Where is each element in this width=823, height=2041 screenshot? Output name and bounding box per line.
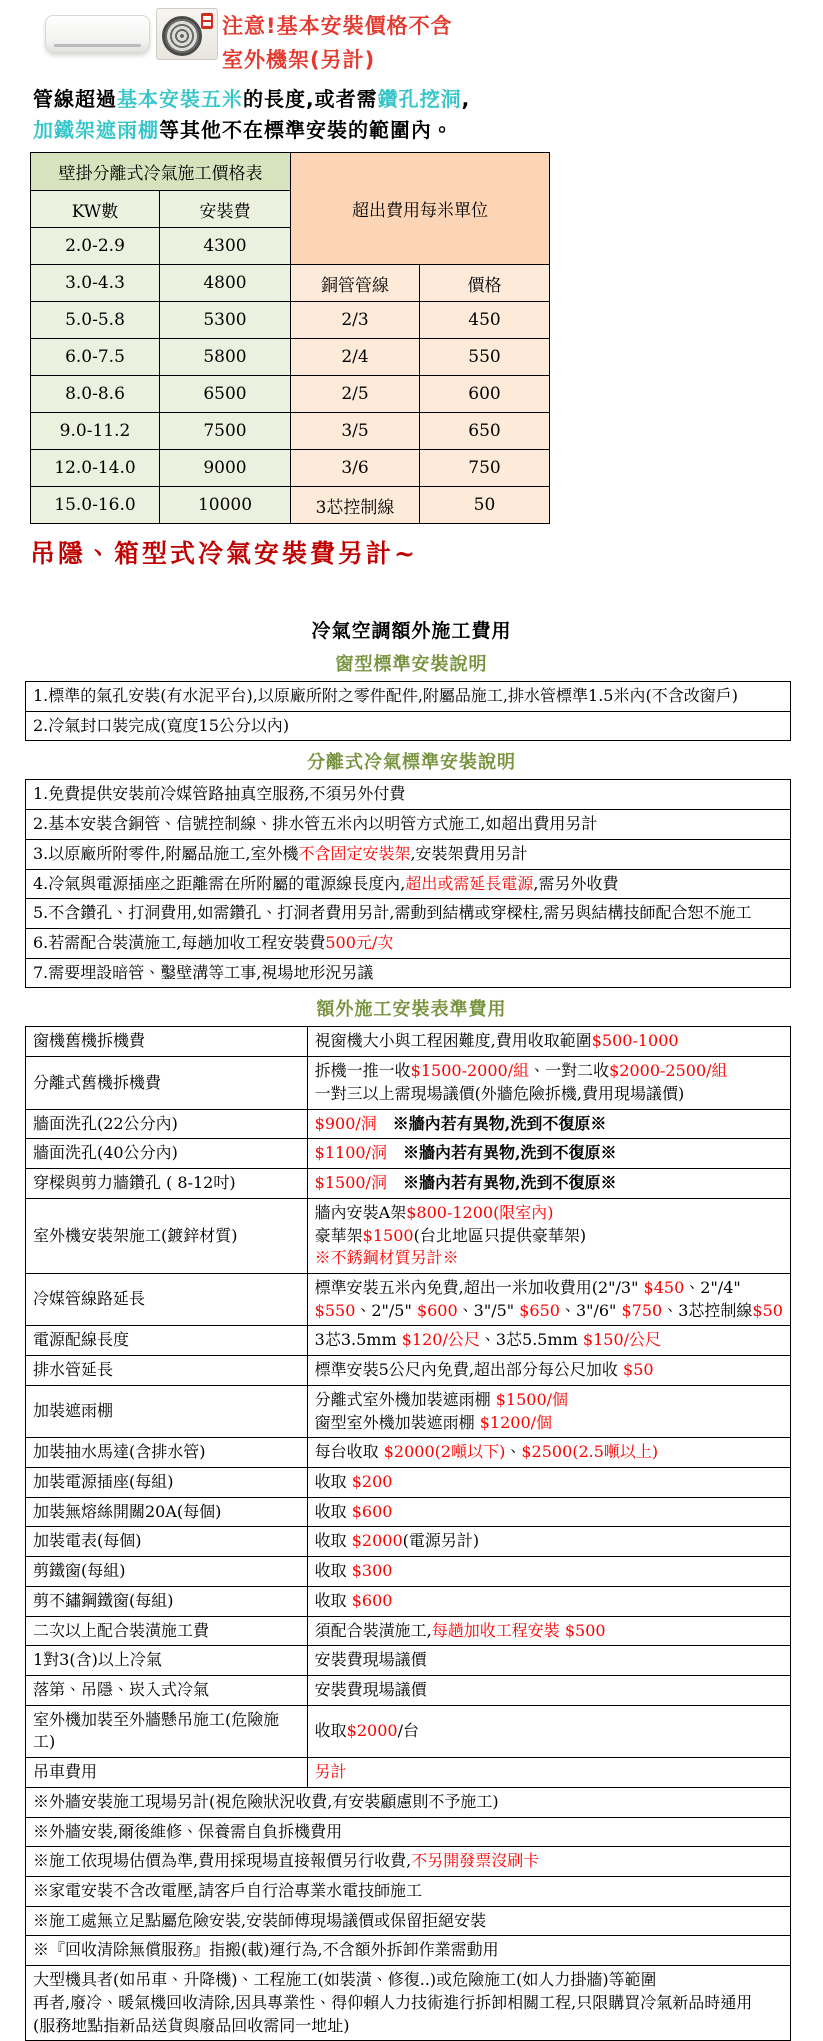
fee-note-row [26, 1877, 791, 1907]
fee-note-cell [26, 1966, 791, 2041]
fee-value-cell [307, 1139, 790, 1169]
highlighted-text: 另計 [314, 1762, 347, 1782]
table-row [26, 929, 791, 959]
fee-row [26, 1758, 791, 1788]
text-line [33, 1791, 783, 1814]
fee-row [26, 1438, 791, 1468]
highlighted-text: $550 [314, 1300, 356, 1320]
kw-cell: 3.0-4.3 [31, 265, 160, 302]
fee-label-cell: 剪不鏽鋼鐵窗(每組) [26, 1586, 308, 1616]
price-cell: 600 [420, 376, 550, 413]
fee-label-cell: 排水管延長 [26, 1356, 308, 1386]
text-segment: 拆機一推一收 [314, 1061, 411, 1081]
text-segment: ,需另外收費 [533, 873, 619, 893]
text-segment: 管線超過 [33, 87, 117, 111]
indoor-unit-vent [54, 44, 141, 47]
price-cell: 650 [420, 413, 550, 450]
text-line [33, 873, 783, 896]
header [0, 0, 823, 80]
text-line [33, 715, 783, 738]
fee-label-cell: 吊車費用 [26, 1758, 308, 1788]
text-line [33, 783, 783, 806]
text-line [315, 1202, 783, 1225]
fee-label-cell: 加裝電源插座(每組) [26, 1467, 308, 1497]
highlighted-text: 超出或需延長電源 [405, 873, 534, 893]
fee-cell: 5300 [160, 302, 291, 339]
text-segment: ※家電安裝不含改電壓,請客戶自行洽專業水電技師施工 [33, 1881, 423, 1901]
fee-row [26, 1139, 791, 1169]
text-line [315, 1030, 783, 1053]
fee-row [26, 1027, 791, 1057]
highlighted-text: $120/公尺 [401, 1330, 480, 1350]
pipe-cell: 3芯控制線 [291, 487, 420, 524]
highlighted-text: $450 [643, 1277, 685, 1297]
note-cell [26, 899, 791, 929]
price-row [31, 450, 550, 487]
kw-cell: 6.0-7.5 [31, 339, 160, 376]
text-line [315, 1649, 783, 1672]
text-line [33, 932, 783, 955]
text-segment: (台北地區只提供豪華架) [413, 1225, 587, 1245]
fee-cell: 4800 [160, 265, 291, 302]
highlighted-text: 不另開發票沒刷卡 [411, 1851, 540, 1871]
fee-value-cell [307, 1705, 790, 1757]
table-row [26, 958, 791, 988]
price-table [30, 152, 550, 524]
text-segment: 、3芯5.5mm [479, 1330, 583, 1350]
notice-line2: 室外機架(另計) [222, 47, 376, 72]
excess-header-cell: 超出費用每米單位 [291, 153, 550, 265]
fee-label-cell: 冷媒管線路延長 [26, 1273, 308, 1325]
text-line [315, 1560, 783, 1583]
fee-note-row [26, 1936, 791, 1966]
table-row [26, 869, 791, 899]
fee-label-cell: 牆面洗孔(40公分內) [26, 1139, 308, 1169]
highlighted-text: $300 [351, 1561, 393, 1581]
text-segment: 豪華架 [314, 1225, 363, 1245]
note-cell [26, 958, 791, 988]
highlighted-text: 500元/次 [325, 933, 394, 953]
highlighted-text: $2500(2.5噸以上) [521, 1442, 659, 1462]
text-line [33, 813, 783, 836]
price-cell: 價格 [420, 265, 550, 302]
fee-note-row [26, 1787, 791, 1817]
highlighted-text: $1500 [362, 1225, 414, 1245]
text-segment: 3芯3.5mm [314, 1330, 402, 1350]
highlighted-text: $600 [416, 1300, 458, 1320]
pipe-cell: 3/5 [291, 413, 420, 450]
text-segment: 、3"/6" [559, 1300, 622, 1320]
text-segment: 、3芯控制線 [662, 1300, 753, 1320]
fee-value-cell [307, 1527, 790, 1557]
text-segment: (服務地點指新品送貨與廢品回收需同一地址) [33, 2015, 350, 2035]
fee-note-row [26, 1906, 791, 1936]
text-segment: (電源另計) [402, 1531, 480, 1551]
fee-note-cell [26, 1877, 791, 1907]
separate-fee-note: 吊隱、箱型式冷氣安裝費另計~ [30, 539, 418, 568]
highlighted-text: 加鐵架遮雨棚 [33, 118, 159, 142]
text-segment: 收取 [314, 1590, 352, 1610]
text-line [315, 1277, 783, 1322]
text-segment: 大型機具者(如吊車、升降機)、工程施工(如裝潢、修復..)或危險施工(如人力掛牆)等範圍 [33, 1970, 657, 1990]
window-install-table [25, 681, 791, 741]
price-row [31, 265, 550, 302]
text-line [33, 2015, 783, 2038]
fee-label-cell: 電源配線長度 [26, 1326, 308, 1356]
fee-value-cell [307, 1169, 790, 1199]
text-segment: 6.若需配合裝潢施工,每趟加收工程安裝費 [33, 933, 326, 953]
fee-label-cell: 1對3(含)以上冷氣 [26, 1646, 308, 1676]
text-segment: 1.標準的氣孔安裝(有水泥平台),以原廠所附之零件配件,附屬品施工,排水管標準1.5米內(不含改窗戶) [33, 686, 738, 705]
fee-value-cell [307, 1467, 790, 1497]
text-line [33, 1880, 783, 1903]
fee-value-cell [307, 1438, 790, 1468]
text-segment: 分離式室外機加裝遮雨棚 [314, 1389, 496, 1409]
text-segment: 2.冷氣封口裝完成(寬度15公分以內) [33, 715, 290, 735]
text-segment: 4.冷氣與電源插座之距離需在所附屬的電源線長度內, [33, 873, 406, 893]
fee-value-cell [307, 1758, 790, 1788]
text-segment: 5.不含鑽孔、打洞費用,如需鑽孔、打洞者費用另計,需動到結構或穿樑柱,需另與結構技師配合恕不施工 [33, 903, 752, 923]
kw-cell: 9.0-11.2 [31, 413, 160, 450]
fee-label-cell: 落第、吊隱、崁入式冷氣 [26, 1676, 308, 1706]
highlighted-text: 基本安裝五米 [117, 87, 243, 111]
fee-label-cell: 牆面洗孔(22公分內) [26, 1109, 308, 1139]
text-line [33, 843, 783, 866]
fee-note-cell [26, 1847, 791, 1877]
fee-value-cell [307, 1109, 790, 1139]
price-cell: 750 [420, 450, 550, 487]
text-segment: ※外牆安裝施工現場另計(視危險狀況收費,有安裝顧慮則不予施工) [33, 1791, 499, 1811]
fee-value-cell [307, 1356, 790, 1386]
text-segment: 的長度,或者需 [243, 87, 378, 111]
text-segment: 、2"/5" [355, 1300, 417, 1320]
text-segment: 收取 [314, 1471, 352, 1491]
fee-value-cell [307, 1676, 790, 1706]
text-segment: ※施工處無立足點屬危險安裝,安裝師傅現場議價或保留拒絕安裝 [33, 1910, 487, 1930]
price-row [31, 376, 550, 413]
intro-paragraph [33, 84, 823, 146]
fee-cell: 7500 [160, 413, 291, 450]
fee-row [26, 1169, 791, 1199]
fee-label-cell: 加裝無熔絲開關20A(每個) [26, 1497, 308, 1527]
text-line [315, 1247, 783, 1270]
highlighted-text: 鑽孔挖洞 [377, 87, 462, 111]
text-line [315, 1389, 783, 1412]
note-cell [26, 711, 791, 741]
fee-value-cell [307, 1497, 790, 1527]
fee-cell: 9000 [160, 450, 291, 487]
text-segment: 7.需要埋設暗管、鑿壁溝等工事,視場地形況另議 [33, 962, 374, 982]
fee-label-cell: 二次以上配合裝潢施工費 [26, 1616, 308, 1646]
fee-row [26, 1616, 791, 1646]
text-line [33, 1992, 783, 2015]
fee-column-header: 安裝費 [160, 191, 291, 228]
fee-row [26, 1385, 791, 1437]
fee-label-cell: 穿樑與剪力牆鑽孔 ( 8-12吋) [26, 1169, 308, 1199]
price-row [31, 302, 550, 339]
text-segment: , [461, 87, 471, 111]
text-segment: 、3"/5" [457, 1300, 520, 1320]
text-line [33, 115, 823, 146]
text-segment: 安裝費現場議價 [314, 1680, 427, 1699]
fee-label-cell: 窗機舊機拆機費 [26, 1027, 308, 1057]
text-line [315, 1172, 783, 1195]
highlighted-text: $2000-2500/組 [609, 1061, 728, 1081]
price-row [31, 487, 550, 524]
text-line [315, 1720, 783, 1743]
price-row [31, 339, 550, 376]
fee-row [26, 1676, 791, 1706]
highlighted-text: $1100/洞 [314, 1143, 387, 1163]
brand-badge-icon [201, 13, 213, 29]
text-segment: /台 [397, 1721, 419, 1741]
fee-row [26, 1356, 791, 1386]
intro-line1 [33, 84, 823, 115]
text-segment: ,安裝架費用另計 [410, 843, 528, 863]
text-line [315, 1412, 783, 1435]
kw-cell: 15.0-16.0 [31, 487, 160, 524]
fee-row [26, 1198, 791, 1273]
text-segment: 視窗機大小與工程困難度,費用收取範圍 [314, 1031, 592, 1051]
fee-cell: 4300 [160, 228, 291, 265]
text-line [315, 1679, 783, 1702]
note-cell [26, 780, 791, 810]
indoor-unit-image [45, 15, 150, 53]
text-segment: 標準安裝五米內免費,超出一米加收費用(2"/3" [314, 1277, 644, 1297]
outdoor-unit-image [156, 8, 218, 60]
text-line [315, 1142, 783, 1165]
fee-label-cell: 加裝遮雨棚 [26, 1385, 308, 1437]
fee-row [26, 1527, 791, 1557]
fee-value-cell [307, 1616, 790, 1646]
text-line [33, 84, 823, 115]
table-row [26, 899, 791, 929]
text-line [315, 1359, 783, 1382]
text-segment: 、 [505, 1442, 522, 1462]
text-segment: ※『回收清除無償服務』指搬(載)運行為,不含額外拆卸作業需動用 [33, 1940, 499, 1960]
text-line [315, 1620, 783, 1643]
text-line [315, 1761, 783, 1784]
text-segment: 、2"/4" [684, 1277, 741, 1297]
note-cell [26, 929, 791, 959]
text-line [315, 1329, 783, 1352]
pipe-cell: 2/5 [291, 376, 420, 413]
text-segment: 2.基本安裝含銅管、信號控制線、排水管五米內以明管方式施工,如超出費用另計 [33, 814, 598, 834]
extra-fees-table [25, 1026, 791, 2041]
text-line [315, 1113, 783, 1136]
kw-cell: 5.0-5.8 [31, 302, 160, 339]
intro-line2 [33, 115, 823, 146]
pipe-cell: 2/3 [291, 302, 420, 339]
text-line [315, 1471, 783, 1494]
highlighted-text: ※不銹鋼材質另計※ [314, 1248, 459, 1268]
price-cell: 550 [420, 339, 550, 376]
fee-note-cell [26, 1906, 791, 1936]
price-row [31, 413, 550, 450]
price-cell: 450 [420, 302, 550, 339]
fee-row [26, 1586, 791, 1616]
kw-column-header: KW數 [31, 191, 160, 228]
fee-row [26, 1497, 791, 1527]
text-line [315, 1060, 783, 1083]
table-row [26, 682, 791, 712]
text-line [315, 1590, 783, 1613]
text-segment: 每台收取 [314, 1442, 384, 1462]
fee-value-cell [307, 1557, 790, 1587]
pipe-cell: 3/6 [291, 450, 420, 487]
fee-row [26, 1326, 791, 1356]
text-segment: 收取 [314, 1721, 347, 1741]
text-segment: ※施工依現場估價為準,費用採現場直接報價另行收費, [33, 1851, 412, 1871]
fee-note-row [26, 1847, 791, 1877]
highlighted-text: 不含固定安裝架 [298, 843, 411, 863]
kw-cell: 2.0-2.9 [31, 228, 160, 265]
text-line [315, 1225, 783, 1248]
note-cell [26, 839, 791, 869]
highlighted-text: $2000 [351, 1531, 403, 1551]
note-cell [26, 682, 791, 712]
highlighted-text: $200 [351, 1471, 393, 1491]
text-line [33, 1821, 783, 1844]
fee-row [26, 1057, 791, 1109]
text-segment: ※牆內若有異物,洗到不復原※ [386, 1173, 617, 1193]
highlighted-text: $900/洞 [314, 1113, 377, 1133]
text-line [33, 1939, 783, 1962]
fee-label-cell: 加裝抽水馬達(含排水管) [26, 1438, 308, 1468]
fee-value-cell [307, 1326, 790, 1356]
fee-row [26, 1109, 791, 1139]
highlighted-text: $2000(2噸以下) [383, 1442, 506, 1462]
text-segment: 安裝費現場議價 [314, 1650, 427, 1670]
highlighted-text: $750 [621, 1300, 663, 1320]
highlighted-text: $800-1200(限室內) [406, 1202, 554, 1222]
text-segment: 牆內安裝A架 [314, 1202, 407, 1222]
text-segment: 收取 [314, 1561, 352, 1581]
fee-note-row [26, 1966, 791, 2041]
text-segment: 收取 [314, 1501, 352, 1521]
table-row [26, 839, 791, 869]
fee-label-cell: 分離式舊機拆機費 [26, 1057, 308, 1109]
extra-fees-heading: 額外施工安裝表準費用 [316, 999, 507, 1021]
split-install-table [25, 779, 791, 988]
highlighted-text: $150/公尺 [582, 1330, 662, 1350]
text-line [33, 902, 783, 925]
price-cell: 50 [420, 487, 550, 524]
text-line [315, 1441, 783, 1464]
note-cell [26, 869, 791, 899]
fee-cell: 6500 [160, 376, 291, 413]
table-row [26, 711, 791, 741]
highlighted-text: $50 [623, 1360, 654, 1380]
outdoor-unit-fan-icon [162, 16, 202, 56]
table-row [26, 810, 791, 840]
text-segment: 須配合裝潢施工, [314, 1620, 432, 1640]
notice-line1: 注意!基本安裝價格不含 [222, 14, 453, 38]
text-line [315, 1501, 783, 1524]
text-segment: 等其他不在標準安裝的範圍內。 [159, 118, 453, 142]
text-line [33, 1910, 783, 1933]
fee-label-cell: 加裝電表(每個) [26, 1527, 308, 1557]
text-line [33, 1969, 783, 1992]
text-segment: ※外牆安裝,爾後維修、保養需自負拆機費用 [33, 1821, 343, 1841]
highlighted-text: $1500/個 [495, 1389, 569, 1409]
fee-note-cell [26, 1787, 791, 1817]
section-title: 冷氣空調額外施工費用 [311, 620, 512, 642]
fee-label-cell: 剪鐵窗(每組) [26, 1557, 308, 1587]
highlighted-text: $1200/個 [479, 1412, 553, 1432]
fee-label-cell: 室外機安裝架施工(鍍鋅材質) [26, 1198, 308, 1273]
fee-row [26, 1273, 791, 1325]
text-segment: 標準安裝5公尺內免費,超出部分每公尺加收 [314, 1360, 624, 1380]
kw-cell: 8.0-8.6 [31, 376, 160, 413]
pipe-cell: 2/4 [291, 339, 420, 376]
text-segment: 、一對二收 [529, 1061, 610, 1081]
text-segment: 收取 [314, 1531, 352, 1551]
fee-row [26, 1705, 791, 1757]
fee-note-cell [26, 1817, 791, 1847]
highlighted-text: $1500/洞 [314, 1173, 387, 1193]
fee-value-cell [307, 1027, 790, 1057]
price-table-title: 壁掛分離式冷氣施工價格表 [31, 153, 291, 191]
highlighted-text: $500-1000 [591, 1031, 679, 1051]
price-title-row [31, 153, 550, 191]
fee-value-cell [307, 1273, 790, 1325]
fee-note-cell [26, 1936, 791, 1966]
highlighted-text: 每趟加收工程安裝 $500 [431, 1620, 606, 1640]
fee-value-cell [307, 1057, 790, 1109]
text-segment: 窗型室外機加裝遮雨棚 [314, 1412, 480, 1432]
fee-value-cell [307, 1586, 790, 1616]
fee-row [26, 1646, 791, 1676]
highlighted-text: $600 [351, 1501, 393, 1521]
highlighted-text: $1500-2000/組 [410, 1061, 530, 1081]
text-segment: ※牆內若有異物,洗到不復原※ [376, 1113, 607, 1133]
text-segment: 3.以原廠所附零件,附屬品施工,室外機 [33, 843, 299, 863]
fee-cell: 5800 [160, 339, 291, 376]
highlighted-text: $600 [351, 1590, 393, 1610]
text-line [33, 962, 783, 985]
pipe-cell: 銅管管線 [291, 265, 420, 302]
text-segment: ※牆內若有異物,洗到不復原※ [386, 1143, 617, 1163]
fee-label-cell: 室外機加裝至外牆懸吊施工(危險施工) [26, 1705, 308, 1757]
fee-note-row [26, 1817, 791, 1847]
highlighted-text: $2000 [346, 1721, 398, 1741]
fee-value-cell [307, 1646, 790, 1676]
notice-text [222, 10, 453, 77]
text-segment: 一對三以上需現場議價(外牆危險拆機,費用現場議價) [314, 1083, 685, 1103]
text-line [33, 1850, 783, 1873]
note-cell [26, 810, 791, 840]
text-segment: 1.免費提供安裝前冷媒管路抽真空服務,不須另外付費 [33, 784, 406, 804]
kw-cell: 12.0-14.0 [31, 450, 160, 487]
fee-row [26, 1557, 791, 1587]
fee-row [26, 1467, 791, 1497]
fee-value-cell [307, 1198, 790, 1273]
text-line [33, 685, 783, 708]
highlighted-text: $50 [752, 1300, 783, 1320]
text-line [315, 1530, 783, 1553]
fee-value-cell [307, 1385, 790, 1437]
window-install-heading: 窗型標準安裝說明 [335, 654, 488, 675]
highlighted-text: $650 [519, 1300, 560, 1320]
text-line [315, 1083, 783, 1106]
fee-cell: 10000 [160, 487, 291, 524]
split-install-heading: 分離式冷氣標準安裝說明 [307, 752, 516, 774]
text-segment: 再者,廢冷、暖氣機回收清除,因具專業性、得仰賴人力技術進行拆卸相關工程,只限購買冷氣新品時通用 [33, 1992, 753, 2012]
table-row [26, 780, 791, 810]
